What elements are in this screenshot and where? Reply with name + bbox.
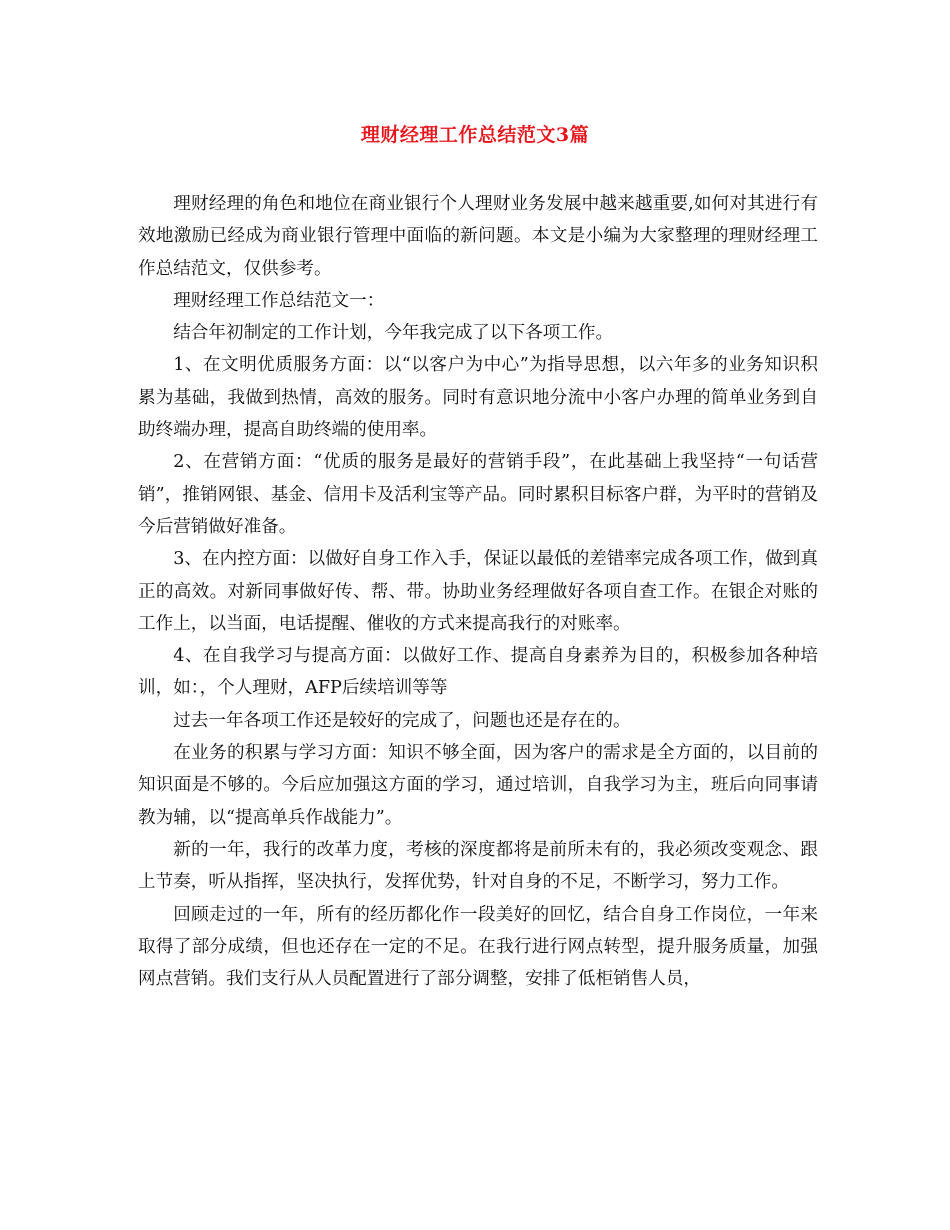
paragraph-review: 回顾走过的一年，所有的经历都化作一段美好的回忆，结合自身工作岗位，一年来取得了部分成绩，但也还存在一定的不足。在我行进行网点转型，提升服务质量，加强网点营销。我们支行从人员配置进行了部分调整，安排了低柜销售人员，	[138, 904, 818, 990]
paragraph-new-year: 新的一年，我行的改革力度，考核的深度都将是前所未有的，我必须改变观念、跟上节奏，听从指挥，坚决执行，发挥优势，针对自身的不足，不断学习，努力工作。	[138, 839, 818, 893]
document-title: 理财经理工作总结范文3篇	[360, 124, 590, 146]
paragraph-shortcoming: 在业务的积累与学习方面：知识不够全面，因为客户的需求是全方面的，以目前的知识面是不够的。今后应加强这方面的学习，通过培训，自我学习为主，班后向同事请教为辅，以“提高单兵作战能力”。	[138, 743, 818, 828]
paragraph-summary: 过去一年各项工作还是较好的完成了，问题也还是存在的。	[173, 710, 631, 731]
paragraph-item-4: 4、在自我学习与提高方面：以做好工作、提高自身素养为目的，积极参加各种培训，如：，个人理财，AFP后续培训等等	[138, 646, 818, 699]
paragraph-item-1: 1、在文明优质服务方面：以“以客户为中心”为指导思想，以六年多的业务知识积累为基础，我做到热情，高效的服务。同时有意识地分流中小客户办理的简单业务到自助终端办理，提高自助终端的使用率。	[138, 355, 818, 441]
paragraph-plan: 结合年初制定的工作计划，今年我完成了以下各项工作。	[173, 323, 614, 344]
paragraph-intro: 理财经理的角色和地位在商业银行个人理财业务发展中越来越重要,如何对其进行有效地激励已经成为商业银行管理中面临的新问题。本文是小编为大家整理的理财经理工作总结范文，仅供参考。	[138, 194, 818, 279]
document-body	[138, 188, 818, 995]
paragraph-item-3: 3、在内控方面：以做好自身工作入手，保证以最低的差错率完成各项工作，做到真正的高效。对新同事做好传、帮、带。协助业务经理做好各项自查工作。在银企对账的工作上，以当面，电话提醒、催收的方式来提高我行的对账率。	[138, 549, 818, 634]
paragraph-section-heading: 理财经理工作总结范文一：	[173, 290, 385, 311]
paragraph-item-2: 2、在营销方面：“优质的服务是最好的营销手段”，在此基础上我坚持“一句话营销”，推销网银、基金、信用卡及活利宝等产品。同时累积目标客户群，为平时的营销及今后营销做好准备。	[138, 452, 818, 537]
